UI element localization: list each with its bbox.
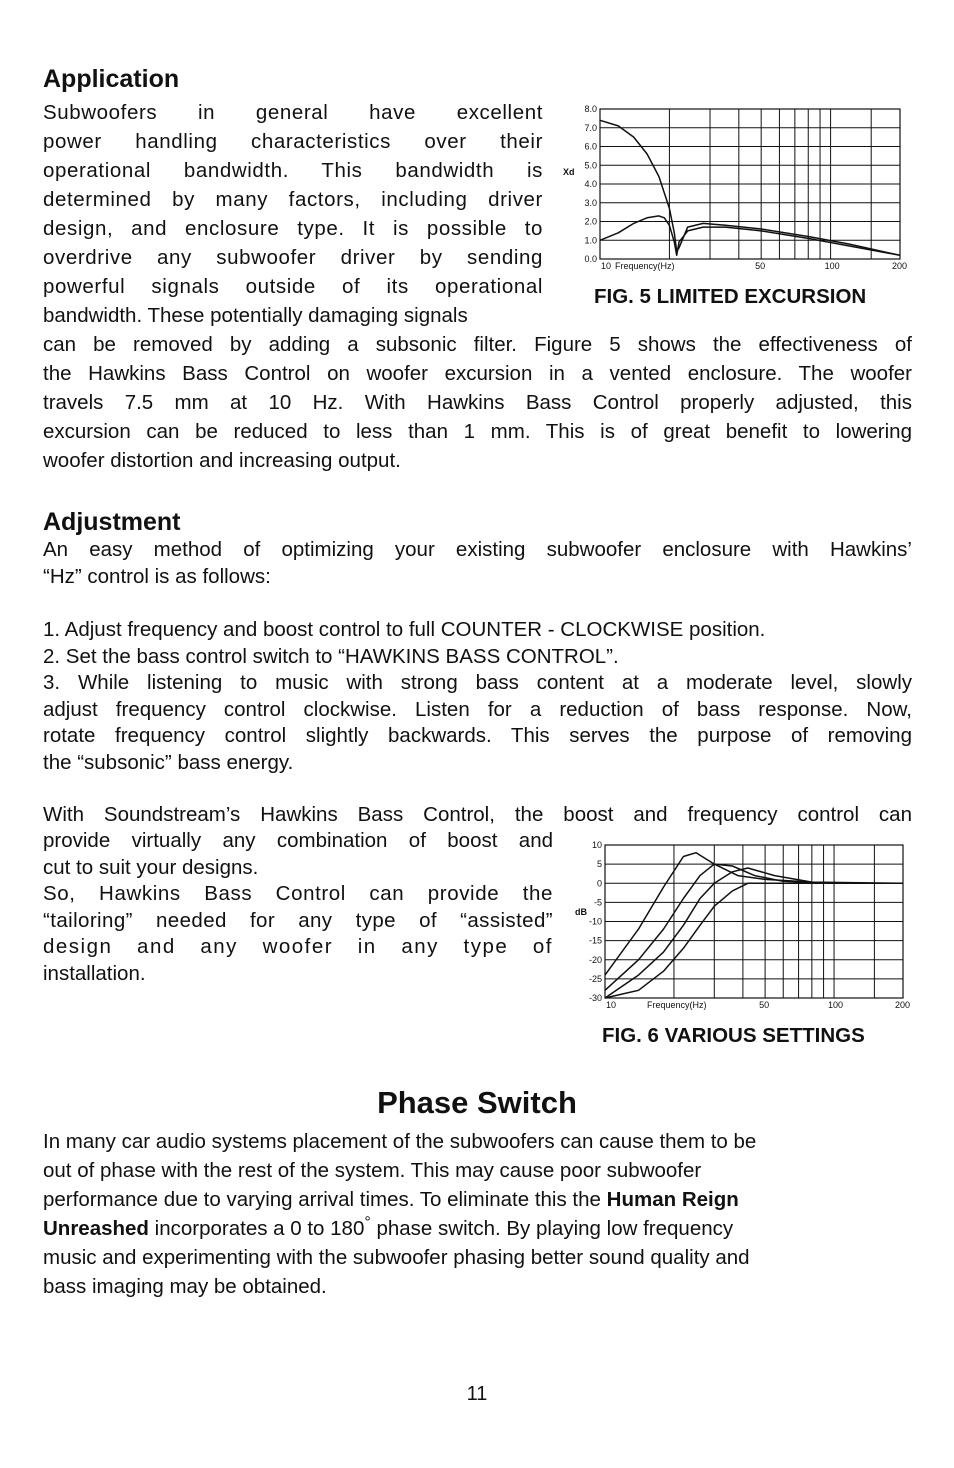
text-line: bass imaging may be obtained. — [43, 1275, 327, 1298]
x-tick-label: 100 — [828, 1000, 844, 1010]
text-line: woofer distortion and increasing output. — [43, 449, 401, 472]
degree-symbol: ° — [364, 1214, 371, 1232]
text-line: the Hawkins Bass Control on woofer excursion in a vented enclosure. The woofer — [43, 362, 912, 385]
x-tick-label: 100 — [824, 261, 840, 271]
series-line — [605, 853, 903, 975]
text-line: In many car audio systems placement of the subwoofers can cause them to be — [43, 1130, 757, 1153]
text-line: can be removed by adding a subsonic filter. Figure 5 shows the effectiveness of — [43, 333, 912, 356]
fig5-chart — [555, 100, 915, 278]
list-item: rotate frequency control slightly backwards. This serves the purpose of removing — [43, 724, 912, 747]
y-tick-label: 0.0 — [584, 254, 597, 264]
text-line — [43, 1214, 912, 1243]
text-line: power handling characteristics over their — [43, 130, 543, 153]
text-line: excursion can be reduced to less than 1 mm. This is of great benefit to lowering — [43, 420, 912, 443]
y-tick-label: 3.0 — [584, 197, 597, 208]
application-wide-text — [43, 330, 912, 475]
text-line: So, Hawkins Bass Control can provide the — [43, 882, 553, 905]
adjustment-closing-narrow — [43, 828, 553, 987]
y-tick-label: 5 — [596, 859, 602, 870]
x-tick-label: 50 — [755, 261, 766, 271]
y-tick-label: -5 — [593, 897, 602, 908]
text-line: travels 7.5 mm at 10 Hz. With Hawkins Bass Control properly adjusted, this — [43, 391, 912, 414]
x-tick-label: 200 — [895, 1000, 911, 1010]
page-number: 11 — [466, 1383, 488, 1405]
text-line: overdrive any subwoofer driver by sending — [43, 246, 543, 269]
adjustment-intro — [43, 537, 912, 590]
y-axis-label: dB — [575, 907, 587, 917]
y-tick-label: 5.0 — [584, 160, 597, 171]
list-item: the “subsonic” bass energy. — [43, 750, 294, 774]
y-tick-label: 10 — [591, 840, 602, 850]
fig6-chart — [565, 836, 915, 1014]
adjustment-steps — [43, 617, 912, 776]
list-item: 1. Adjust frequency and boost control to full COUNTER - CLOCKWISE position. — [43, 618, 766, 641]
y-axis-label: Xd — [563, 167, 575, 177]
x-tick-label: 10 — [601, 261, 612, 271]
y-tick-label: 0 — [596, 878, 602, 889]
product-name-bold: Unreashed — [43, 1217, 149, 1240]
y-tick-label: -25 — [588, 973, 602, 984]
text-line: Subwoofers in general have excellent — [43, 101, 543, 124]
list-item: 3. While listening to music with strong bass content at a moderate level, slowly — [43, 671, 912, 694]
x-tick-label: 10 — [606, 1000, 617, 1010]
adjustment-heading: Adjustment — [43, 508, 181, 536]
y-tick-label: 2.0 — [584, 216, 597, 227]
application-narrow-text — [43, 98, 543, 330]
text-span: incorporates a 0 to 180 — [148, 1217, 365, 1240]
text-line: music and experimenting with the subwoofer phasing better sound quality and — [43, 1246, 750, 1269]
text-line: provide virtually any combination of boost and — [43, 829, 553, 852]
text-line: design, and enclosure type. It is possible to — [43, 217, 543, 240]
text-line: With Soundstream’s Hawkins Bass Control, the boost and frequency control can — [43, 803, 912, 826]
text-span: performance due to varying arrival times. To eliminate this the — [43, 1188, 607, 1211]
list-item: 2. Set the bass control switch to “HAWKINS BASS CONTROL”. — [43, 644, 619, 668]
text-line: bandwidth. These potentially damaging signals — [43, 304, 468, 327]
x-axis-label: Frequency(Hz) — [615, 261, 675, 271]
y-tick-label: 7.0 — [584, 122, 597, 133]
y-tick-label: -10 — [588, 916, 602, 927]
text-line: cut to suit your designs. — [43, 855, 259, 879]
adjustment-closing-wide — [43, 802, 912, 829]
text-line: determined by many factors, including driver — [43, 188, 543, 211]
y-tick-label: 6.0 — [584, 141, 597, 152]
text-line: “Hz” control is as follows: — [43, 564, 271, 588]
text-line: operational bandwidth. This bandwidth is — [43, 159, 543, 182]
series-line — [600, 120, 900, 255]
fig6-caption: FIG. 6 VARIOUS SETTINGS — [602, 1024, 865, 1047]
x-tick-label: 50 — [759, 1000, 770, 1010]
phase-heading: Phase Switch — [377, 1085, 577, 1120]
text-line: design and any woofer in any type of — [43, 935, 553, 958]
text-span: phase switch. By playing low frequency — [370, 1217, 734, 1240]
x-tick-label: 200 — [892, 261, 908, 271]
y-tick-label: -30 — [588, 993, 602, 1003]
x-axis-label: Frequency(Hz) — [647, 1000, 707, 1010]
y-tick-label: -15 — [588, 935, 602, 946]
application-heading: Application — [43, 65, 180, 93]
y-tick-label: -20 — [588, 954, 602, 965]
phase-text — [43, 1127, 912, 1301]
text-line: installation. — [43, 961, 146, 985]
text-line: An easy method of optimizing your existing subwoofer enclosure with Hawkins’ — [43, 538, 912, 561]
y-tick-label: 8.0 — [584, 104, 597, 114]
y-tick-label: 4.0 — [584, 179, 597, 189]
text-line: out of phase with the rest of the system. This may cause poor subwoofer — [43, 1159, 702, 1182]
fig5-caption: FIG. 5 LIMITED EXCURSION — [594, 285, 867, 308]
text-line — [43, 1185, 912, 1214]
product-name-bold: Human Reign — [606, 1188, 739, 1211]
text-line: “tailoring” needed for any type of “assisted” — [43, 908, 553, 932]
y-tick-label: 1.0 — [584, 235, 597, 246]
text-line: powerful signals outside of its operational — [43, 275, 543, 298]
list-item: adjust frequency control clockwise. Listen for a reduction of bass response. Now, — [43, 697, 912, 721]
